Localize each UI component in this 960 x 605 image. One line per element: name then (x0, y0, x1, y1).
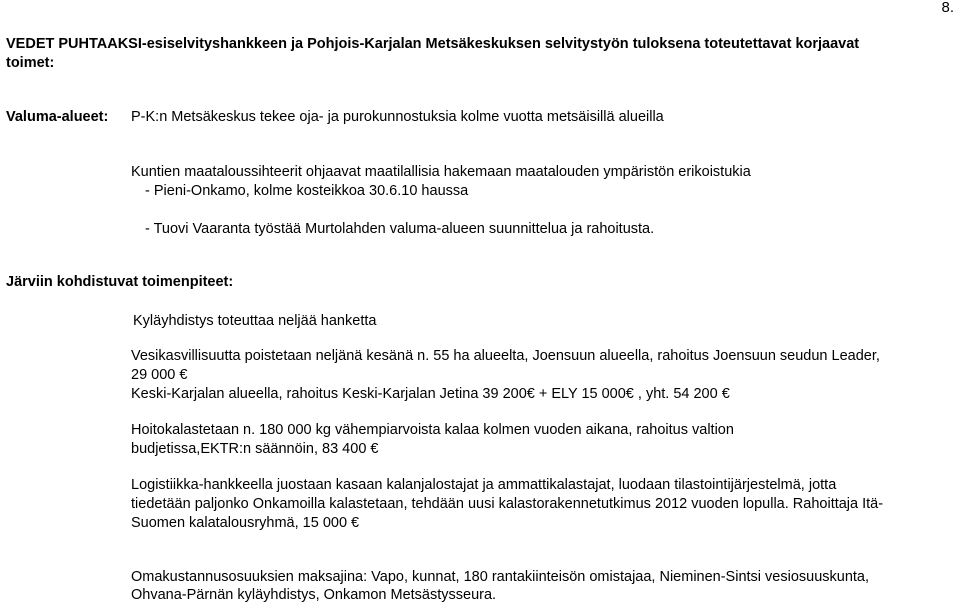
hoitokalastus-line-1: Hoitokalastetaan n. 180 000 kg vähempiarvoista kalaa kolmen vuoden aikana, rahoitus valtion (131, 422, 734, 438)
vesikasvi-line-2: 29 000 € (131, 367, 188, 383)
omakustannus-line-2: Ohvana-Pärnän kyläyhdistys, Onkamon Metsästysseura. (131, 587, 497, 603)
omakustannus-line-1: Omakustannusosuuksien maksajina: Vapo, kunnat, 180 rantakiinteisön omistajaa, Nieminen-Sintsi vesiosuuskunta, (131, 569, 870, 585)
page-title: VEDET PUHTAAKSI-esiselvityshankkeen ja Pohjois-Karjalan Metsäkeskuksen selvitystyön tuloksena toteutettavat korjaavat (6, 36, 860, 52)
logistiikka-line-1: Logistiikka-hankkeella juostaan kasaan kalanjalostajat ja ammattikalastajat, luodaan tilastointijärjestelmä, jotta (131, 477, 837, 493)
valuma-line-kuntien: Kuntien maataloussihteerit ohjaavat maatilallisia hakemaan maatalouden ympäristön erikoistukia (131, 164, 751, 180)
valuma-line-metsakeskus: P-K:n Metsäkeskus tekee oja- ja purokunnostuksia kolme vuotta metsäisillä alueilla (131, 109, 664, 125)
hoitokalastus-line-2: budjetissa,EKTR:n säännöin, 83 400 € (131, 441, 379, 457)
kylayhdistys-line: Kyläyhdistys toteuttaa neljää hanketta (133, 313, 377, 329)
logistiikka-line-2: tiedetään paljonko Onkamoilla kalastetaan, tehdään uusi kalastorakennetutkimus 2012 vuoden lopulla. Rahoittaja Itä- (131, 496, 884, 512)
valuma-line-tuovi: - Tuovi Vaaranta työstää Murtolahden valuma-alueen suunnittelua ja rahoitusta. (145, 221, 655, 237)
vesikasvi-line-1: Vesikasvillisuutta poistetaan neljänä kesänä n. 55 ha alueelta, Joensuun alueella, rahoitus Joensuun seudun Leader, (131, 348, 880, 364)
logistiikka-line-3: Suomen kalatalousryhmä, 15 000 € (131, 515, 360, 531)
valuma-label: Valuma-alueet: (6, 109, 109, 125)
page-title-continued: toimet: (6, 55, 55, 71)
vesikasvi-line-3: Keski-Karjalan alueella, rahoitus Keski-Karjalan Jetina 39 200€ + ELY 15 000€ , yht. 54 200 € (131, 386, 730, 402)
jarviin-heading: Järviin kohdistuvat toimenpiteet: (6, 274, 234, 290)
valuma-line-pieni-onkamo: - Pieni-Onkamo, kolme kosteikkoa 30.6.10 haussa (145, 183, 469, 199)
page-number: 8. (941, 0, 954, 16)
